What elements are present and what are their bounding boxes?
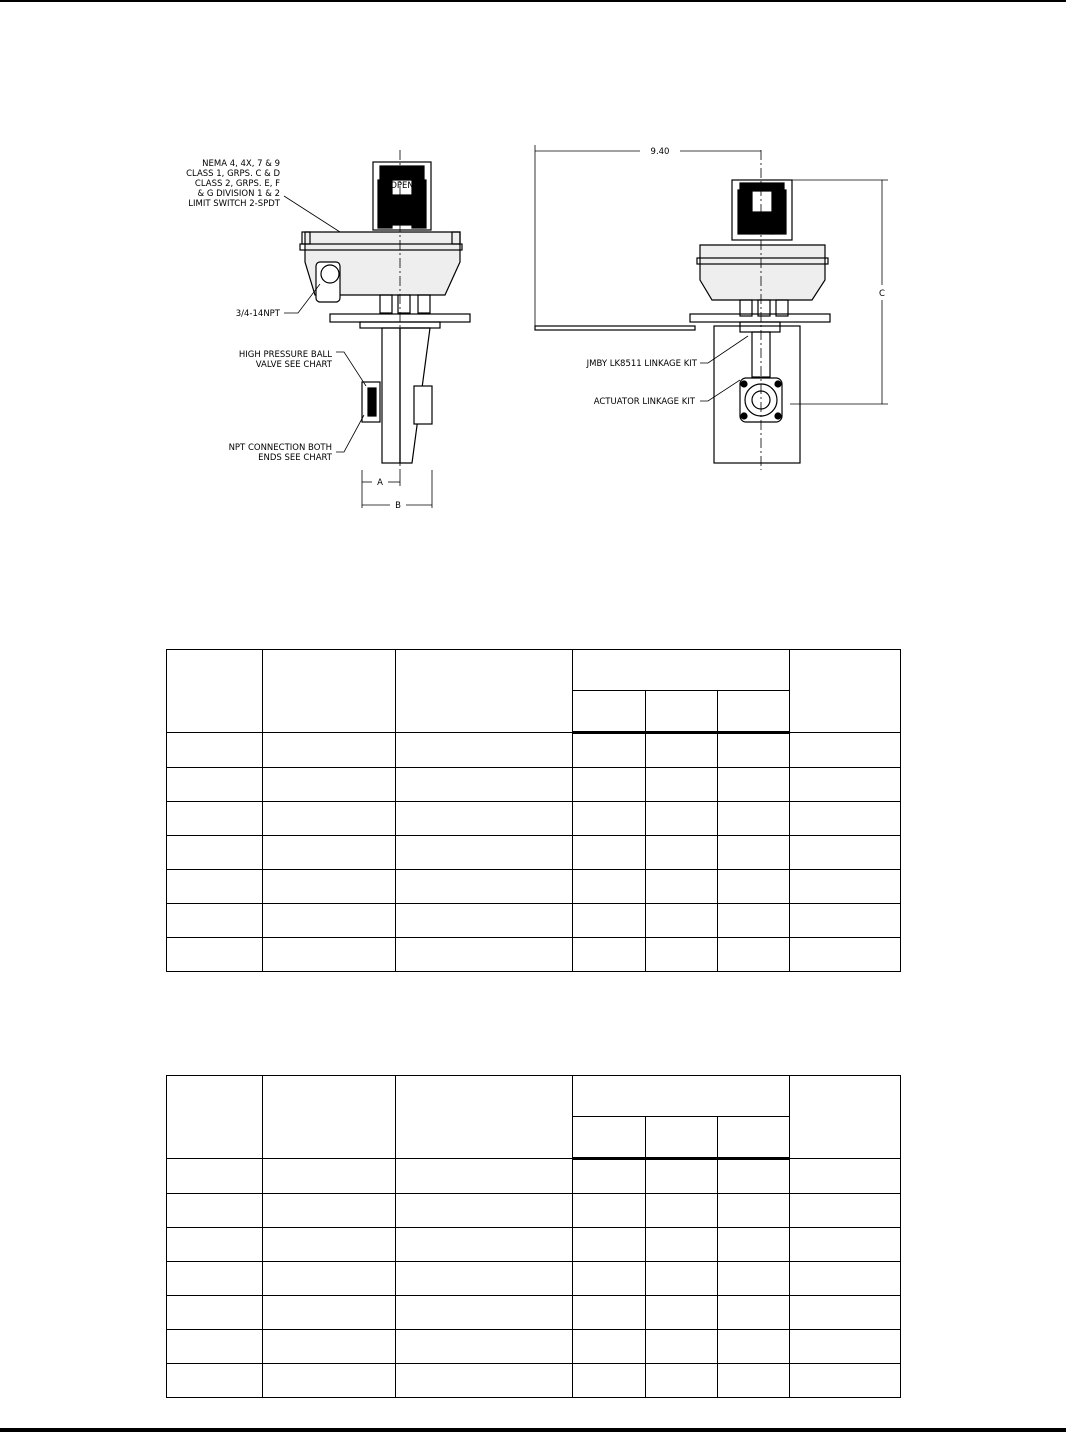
callout-rating-line4: & G DIVISION 1 & 2 — [197, 189, 280, 199]
callout-linkage: JMBY LK8511 LINKAGE KIT — [586, 359, 697, 369]
subheader-cell — [718, 691, 790, 733]
callout-connection-line1: NPT CONNECTION BOTH — [228, 443, 332, 453]
table-row — [167, 768, 901, 802]
open-indicator-left: OPEN — [390, 181, 414, 191]
table-row — [167, 836, 901, 870]
header-group-cell — [573, 1076, 790, 1117]
callout-rating-line3: CLASS 2, GRPS. E, F — [194, 179, 280, 189]
header-cell — [396, 1076, 573, 1159]
subheader-cell — [573, 691, 646, 733]
callout-rating-line1: NEMA 4, 4X, 7 & 9 — [202, 159, 280, 169]
callout-rating-line5: LIMIT SWITCH 2-SPDT — [188, 199, 280, 209]
valve-assembly-drawing — [150, 135, 910, 525]
table-row — [167, 1159, 901, 1194]
subheader-cell — [646, 691, 718, 733]
open-indicator-right: OPEN — [750, 223, 774, 233]
right-view — [535, 150, 830, 470]
header-cell — [396, 650, 573, 733]
top-rule — [0, 0, 1066, 2]
header-cell — [167, 1076, 263, 1159]
header-group-cell — [573, 650, 790, 691]
dim-width-label: 9.40 — [650, 147, 670, 157]
spec-table-2 — [166, 1075, 901, 1398]
callout-connection-line2: ENDS SEE CHART — [258, 453, 332, 463]
header-cell — [790, 1076, 901, 1159]
dim-a-label: A — [377, 478, 383, 488]
table-row — [167, 1296, 901, 1330]
callout-port: 3/4-14NPT — [235, 309, 280, 319]
table-row — [167, 1330, 901, 1364]
subheader-cell — [573, 1117, 646, 1159]
callout-valve-line2: VALVE SEE CHART — [255, 360, 332, 370]
header-cell — [167, 650, 263, 733]
header-cell — [263, 1076, 396, 1159]
callout-actuator: ACTUATOR LINKAGE KIT — [593, 397, 695, 407]
table-row — [167, 1262, 901, 1296]
table-row — [167, 733, 901, 768]
callout-rating-line2: CLASS 1, GRPS. C & D — [186, 169, 280, 179]
table-row — [167, 1364, 901, 1398]
bottom-rule — [0, 1428, 1066, 1432]
table-row — [167, 904, 901, 938]
header-cell — [790, 650, 901, 733]
subheader-cell — [718, 1117, 790, 1159]
table-row — [167, 870, 901, 904]
left-view — [300, 150, 470, 470]
table-row — [167, 1194, 901, 1228]
spec-table-1 — [166, 649, 901, 972]
header-cell — [263, 650, 396, 733]
dim-c-label: C — [879, 289, 885, 299]
subheader-cell — [646, 1117, 718, 1159]
table-row — [167, 1228, 901, 1262]
dim-b-label: B — [395, 501, 401, 511]
table-row — [167, 802, 901, 836]
callout-valve-line1: HIGH PRESSURE BALL — [238, 350, 332, 360]
table-row — [167, 938, 901, 972]
